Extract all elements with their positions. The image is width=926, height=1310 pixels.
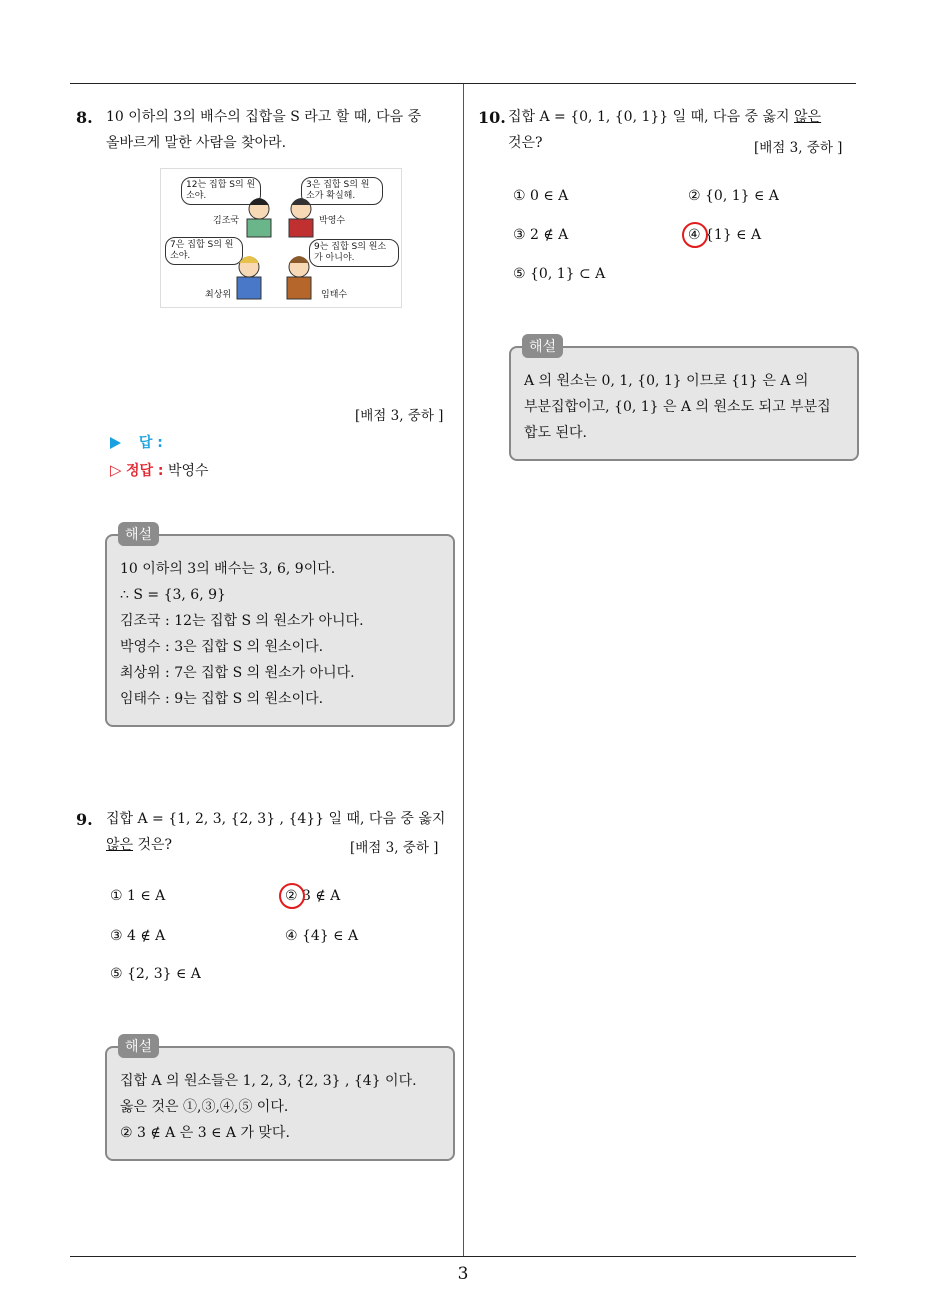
question-number: 8. xyxy=(76,108,93,127)
explanation-text xyxy=(524,368,831,446)
explanation-box xyxy=(509,346,859,461)
speech-bubble: 7은 집합 S의 원소야. xyxy=(165,237,243,265)
question-line: 집합 A = {0, 1, {0, 1}} 일 때, 다음 중 옳지 않은 xyxy=(508,109,822,125)
question-line: 10 이하의 3의 배수의 집합을 S 라고 할 때, 다음 중 xyxy=(106,109,422,125)
points-label: [배점 3, 중하 ] xyxy=(350,840,439,856)
choice-5: ⑤ {2, 3} ∈ A xyxy=(110,966,201,982)
explanation-text xyxy=(120,1068,417,1146)
choice-4: ④ {4} ∈ A xyxy=(285,928,359,944)
underlined-word: 않은 xyxy=(794,109,822,125)
question-line: 집합 A = {1, 2, 3, {2, 3} , {4}} 일 때, 다음 중 옳지 xyxy=(106,811,446,827)
choice-1: ① 1 ∈ A xyxy=(110,888,166,904)
character-name: 박영수 xyxy=(319,216,346,226)
explanation-box xyxy=(105,1046,455,1161)
choice-3: ③ 2 ∉ A xyxy=(513,227,569,243)
filled-triangle-icon xyxy=(110,437,121,449)
choice-1: ① 0 ∈ A xyxy=(513,188,569,204)
points-label: [배점 3, 중하 ] xyxy=(355,408,444,424)
correct-answer-row xyxy=(110,460,209,480)
explanation-line: 10 이하의 3의 배수는 3, 6, 9이다. xyxy=(120,561,336,577)
hollow-triangle-icon: ▷ xyxy=(110,461,122,479)
explanation-line: 박영수 : 3은 집합 S 의 원소이다. xyxy=(120,639,324,655)
points-label: [배점 3, 중하 ] xyxy=(754,140,843,156)
question-text xyxy=(106,104,421,156)
cartoon-people-icon xyxy=(161,169,401,307)
explanation-line: ∴ S = {3, 6, 9} xyxy=(120,587,226,603)
page-number: 3 xyxy=(457,1264,469,1284)
cartoon-illustration xyxy=(160,168,402,308)
question-number: 10. xyxy=(478,108,506,127)
speech-bubble: 3은 집합 S의 원소가 확실해. xyxy=(301,177,383,205)
bottom-rule xyxy=(70,1256,856,1257)
explanation-line: 부분집합이고, {0, 1} 은 A 의 원소도 되고 부분집 xyxy=(524,399,831,415)
character-name: 최상위 xyxy=(205,290,232,300)
explanation-line: 합도 된다. xyxy=(524,425,587,441)
answer-label: 답 : xyxy=(138,435,163,451)
speech-bubble: 9는 집합 S의 원소가 아니야. xyxy=(309,239,399,267)
correct-answer-circle xyxy=(279,883,305,909)
correct-answer-circle xyxy=(682,222,708,248)
explanation-line: 최상위 : 7은 집합 S 의 원소가 아니다. xyxy=(120,665,355,681)
speech-bubble: 12는 집합 S의 원소야. xyxy=(181,177,261,205)
question-number: 9. xyxy=(76,810,93,829)
choice-5: ⑤ {0, 1} ⊂ A xyxy=(513,266,606,282)
explanation-text xyxy=(120,556,364,712)
answer-row xyxy=(110,432,163,452)
explanation-box xyxy=(105,534,455,727)
question-line: 것은? xyxy=(508,135,543,151)
choice-2: ② 3 ∉ A xyxy=(285,888,341,904)
character-name: 임태수 xyxy=(321,290,348,300)
choice-3: ③ 4 ∉ A xyxy=(110,928,166,944)
underlined-word: 않은 xyxy=(106,837,134,853)
explanation-line: 김조국 : 12는 집합 S 의 원소가 아니다. xyxy=(120,613,364,629)
character-name: 김조국 xyxy=(213,216,240,226)
explanation-tag: 해설 xyxy=(118,522,159,546)
explanation-line: 집합 A 의 원소들은 1, 2, 3, {2, 3} , {4} 이다. xyxy=(120,1073,417,1089)
explanation-line: ② 3 ∉ A 은 3 ∈ A 가 맞다. xyxy=(120,1125,290,1141)
choice-2: ② {0, 1} ∈ A xyxy=(688,188,779,204)
explanation-tag: 해설 xyxy=(522,334,563,358)
correct-answer-value: 박영수 xyxy=(167,463,209,479)
explanation-line: A 의 원소는 0, 1, {0, 1} 이므로 {1} 은 A 의 xyxy=(524,373,809,389)
question-line: 않은 것은? xyxy=(106,837,173,853)
choice-4: ④ {1} ∈ A xyxy=(688,227,762,243)
question-line: 올바르게 말한 사람을 찾아라. xyxy=(106,135,287,151)
explanation-line: 임태수 : 9는 집합 S 의 원소이다. xyxy=(120,691,324,707)
column-divider xyxy=(463,84,464,1256)
explanation-line: 옳은 것은 ①,③,④,⑤ 이다. xyxy=(120,1099,289,1115)
correct-answer-label: 정답 : xyxy=(126,463,164,479)
explanation-tag: 해설 xyxy=(118,1034,159,1058)
